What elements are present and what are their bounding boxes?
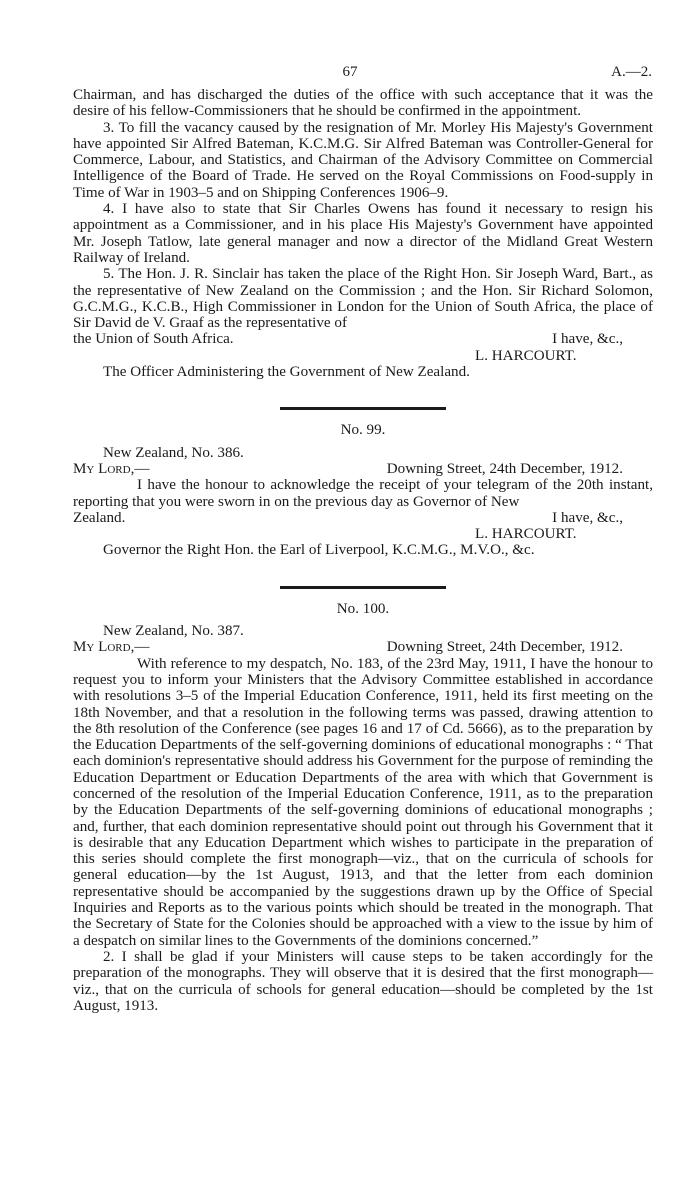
- despatch-body: I have the honour to acknowledge the receipt of your telegram of the 20th instant, reporting that you were sworn in on the previous day as Governor of New: [73, 477, 653, 510]
- page-number: 67: [342, 64, 358, 80]
- paragraph-4: 4. I have also to state that Sir Charles Owens has found it necessary to resign his appointment as a Commissioner, and in his place His Majesty's Government have appointed Mr. Joseph Tatlow, late general manager and now a director of the Midland Great Western Railway of Ireland.: [73, 201, 653, 266]
- paragraph-5-end: the Union of South Africa.: [73, 331, 234, 348]
- despatch-body-end: Zealand.: [73, 509, 126, 526]
- section-divider: [280, 407, 446, 410]
- signature: L. HARCOURT.: [475, 526, 577, 543]
- closing-phrase: I have, &c.,: [552, 331, 623, 348]
- paragraph-continuation: Chairman, and has discharged the duties of the office with such acceptance that it was the desire of his fellow-Commissioners that he should be confirmed in the appointment.: [73, 87, 653, 120]
- despatch-paragraph-1: With reference to my despatch, No. 183, of the 23rd May, 1911, I have the honour to request you to inform your Ministers that the Advisory Committee established in accordance with resolutions 3–5 of the Imperial Education Conference, 1911, held its first meeting on the 18th November, and that a resolution in the following terms was passed, drawing attention to the 8th resolution of the Conference (see pages 16 and 17 of Cd. 5666), as to the preparation by the Education Departments of the self-governing dominions of educational monographs : “ That each dominion's representative should address his Government for the purpose of reminding the Education Department or Education Departments of the area with which that Government is concerned of the resolution of the Imperial Education Conference, 1911, as to the preparation by the Education Departments of the self-governing dominions of educational monographs ; and, further, that each dominion representative should point out through his Government that it is desirable that any Education Department which wishes to participate in the preparation of this series should complete the first monograph—viz., that on the curricula of schools for general education—by the 1st August, 1913, and that the letter from each dominion representative should be accompanied by the suggestions drawn up by the Office of Special Inquiries and Reports as to the various points which should be treated in the monograph. That the Secretary of State for the Colonies should be approached with a view to the issue by him of a despatch on similar lines to the Governments of the dominions concerned.”: [73, 655, 653, 949]
- signature: L. HARCOURT.: [475, 347, 577, 364]
- paragraph-3: 3. To fill the vacancy caused by the resignation of Mr. Morley His Majesty's Government have appointed Sir Alfred Bateman, K.C.M.G. Sir Alfred Bateman was Controller-General for Commerce, Labour, and Statistics, and Chairman of the Advisory Committee on Commercial Intelligence of the Board of Trade. He served on the Royal Commissions on Food-supply in Time of War in 1903–5 and on Shipping Conferences 1906–9.: [73, 119, 653, 201]
- despatch-ref: New Zealand, No. 386.: [103, 444, 244, 461]
- despatch-number: No. 100.: [336, 600, 390, 617]
- salutation: My Lord,—: [73, 639, 150, 656]
- salutation-line: [73, 639, 653, 655]
- despatch-last-line: [73, 510, 653, 526]
- salutation: My Lord,—: [73, 460, 150, 477]
- document-reference: A.—2.: [611, 64, 652, 80]
- paragraph-5: 5. The Hon. J. R. Sinclair has taken the place of the Right Hon. Sir Joseph Ward, Bart., as the representative of New Zealand on the Commission ; and the Hon. Sir Richard Solomon, G.C.M.G., K.C.B., High Commissioner in London for the Union of South Africa, the place of Sir David de V. Graaf as the representative of: [73, 266, 653, 332]
- addressee: Governor the Right Hon. the Earl of Liverpool, K.C.M.G., M.V.O., &c.: [103, 542, 535, 559]
- section-divider: [280, 586, 446, 589]
- despatch-number: No. 99.: [340, 422, 386, 439]
- despatch-ref: New Zealand, No. 387.: [103, 623, 244, 640]
- despatch-paragraph-2: 2. I shall be glad if your Ministers will cause steps to be taken accordingly for the preparation of the monographs. They will observe that it is desired that the first monograph—viz., that on the curricula of schools for general education—should be completed by the 1st August, 1913.: [73, 948, 653, 1014]
- paragraph-5-last-line: [73, 331, 653, 347]
- salutation-line: [73, 461, 653, 477]
- addressee: The Officer Administering the Government of New Zealand.: [103, 364, 470, 381]
- closing-phrase: I have, &c.,: [552, 509, 623, 526]
- place-date: Downing Street, 24th December, 1912.: [386, 639, 623, 656]
- place-date: Downing Street, 24th December, 1912.: [386, 460, 623, 477]
- document-body: [73, 87, 653, 1014]
